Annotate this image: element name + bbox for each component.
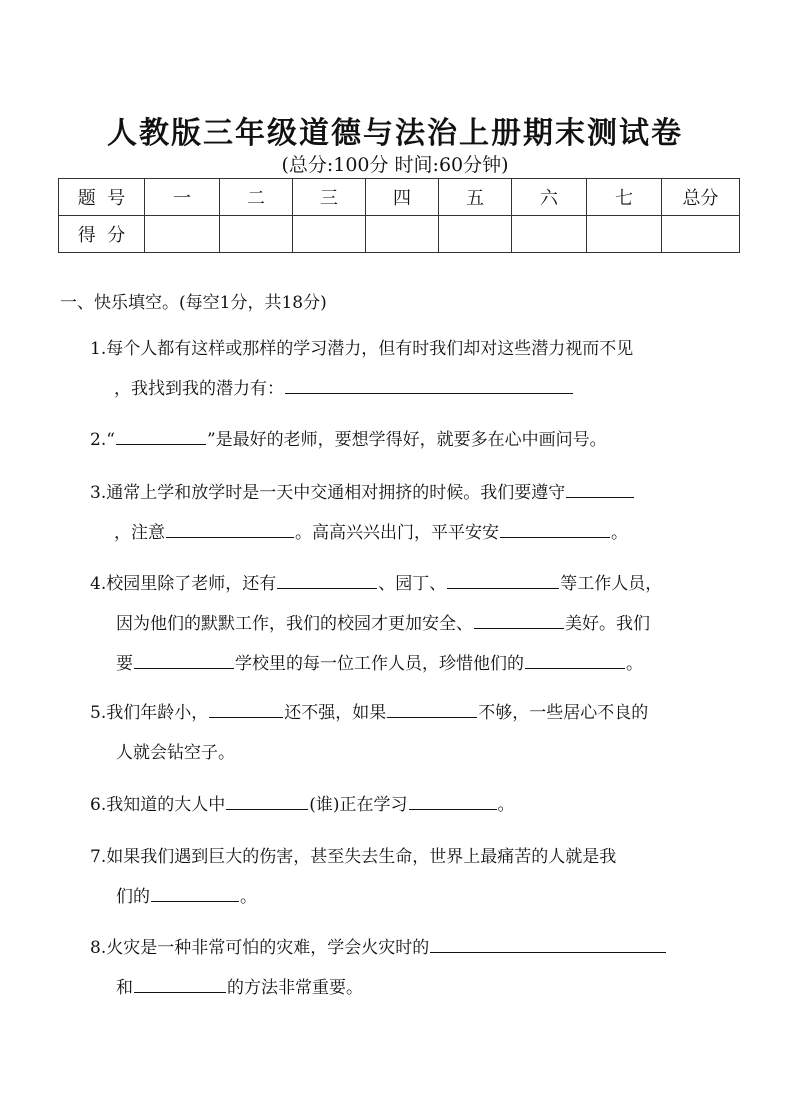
question-text: 我们年龄小， xyxy=(106,703,209,723)
question-3 xyxy=(90,473,740,553)
question-text: 的方法非常重要。 xyxy=(227,978,363,998)
question-text: 要 xyxy=(116,654,133,674)
score-table-header-row xyxy=(59,179,740,216)
question-text: 。 xyxy=(240,887,257,907)
score-table-header-cell: 一 xyxy=(145,179,220,216)
question-text: ”是最好的老师，要想学得好，就要多在心中画问号。 xyxy=(206,430,607,450)
score-cell[interactable] xyxy=(439,216,512,253)
question-text: 每个人都有这样或那样的学习潜力，但有时我们却对这些潜力视而不见 xyxy=(106,339,634,359)
page-subtitle: (总分:100分 时间:60分钟) xyxy=(281,154,509,176)
question-number: 8. xyxy=(90,938,107,958)
score-row-label: 得 分 xyxy=(59,216,145,253)
score-table-header-cell: 四 xyxy=(366,179,439,216)
question-4 xyxy=(90,564,740,684)
question-text: 和 xyxy=(116,978,133,998)
score-table-header-cell: 六 xyxy=(512,179,587,216)
score-table-header-cell: 五 xyxy=(439,179,512,216)
answer-blank[interactable] xyxy=(430,951,666,953)
question-text: 。 xyxy=(611,523,628,543)
answer-blank[interactable] xyxy=(277,587,377,589)
score-table-header-cell: 题 号 xyxy=(59,179,145,216)
answer-blank[interactable] xyxy=(116,443,206,445)
question-text: ，注意 xyxy=(114,523,165,543)
question-text: 人就会钻空子。 xyxy=(116,743,235,763)
score-cell[interactable] xyxy=(366,216,439,253)
answer-blank[interactable] xyxy=(387,716,477,718)
answer-blank[interactable] xyxy=(166,536,294,538)
question-text: ，我找到我的潜力有： xyxy=(114,379,284,399)
question-text: 火灾是一种非常可怕的灾难，学会火灾时的 xyxy=(106,938,430,958)
section-heading: 一、快乐填空。(每空1分，共18分) xyxy=(60,293,327,313)
answer-blank[interactable] xyxy=(525,667,625,669)
question-text: 。 xyxy=(626,654,643,674)
question-number: 4. xyxy=(90,574,107,594)
question-1 xyxy=(90,329,740,409)
question-text: 美好。我们 xyxy=(565,614,650,634)
question-text: 等工作人员， xyxy=(560,574,663,594)
question-text: “ xyxy=(106,430,115,450)
question-text: 。 xyxy=(497,795,515,815)
page-title: 人教版三年级道德与法治上册期末测试卷 xyxy=(107,116,683,151)
question-8 xyxy=(90,928,740,1008)
question-text: 通常上学和放学时是一天中交通相对拥挤的时候。我们要遵守 xyxy=(106,483,566,503)
question-6 xyxy=(90,785,740,825)
answer-blank[interactable] xyxy=(409,808,497,810)
question-text: (谁)正在学习 xyxy=(309,795,408,815)
question-7 xyxy=(90,837,740,917)
question-5 xyxy=(90,693,740,773)
question-text: 校园里除了老师，还有 xyxy=(106,574,277,594)
score-cell[interactable] xyxy=(587,216,662,253)
answer-blank[interactable] xyxy=(500,536,610,538)
question-number: 2. xyxy=(90,430,107,450)
question-text: 如果我们遇到巨大的伤害，甚至失去生命，世界上最痛苦的人就是我 xyxy=(106,847,617,867)
question-number: 3. xyxy=(90,483,107,503)
answer-blank[interactable] xyxy=(226,808,308,810)
answer-blank[interactable] xyxy=(151,900,239,902)
question-text: 我知道的大人中 xyxy=(106,795,226,815)
question-text: 不够，一些居心不良的 xyxy=(478,703,649,723)
score-table-header-cell: 三 xyxy=(293,179,366,216)
answer-blank[interactable] xyxy=(285,392,573,394)
score-table-score-row xyxy=(59,216,740,253)
question-number: 1. xyxy=(90,339,107,359)
score-table-header-cell: 七 xyxy=(587,179,662,216)
answer-blank[interactable] xyxy=(447,587,559,589)
score-cell[interactable] xyxy=(512,216,587,253)
question-number: 5. xyxy=(90,703,107,723)
answer-blank[interactable] xyxy=(474,627,564,629)
answer-blank[interactable] xyxy=(209,716,283,718)
question-number: 6. xyxy=(90,795,107,815)
answer-blank[interactable] xyxy=(134,667,234,669)
score-cell[interactable] xyxy=(293,216,366,253)
score-table-header-cell: 二 xyxy=(220,179,293,216)
score-cell[interactable] xyxy=(145,216,220,253)
score-cell[interactable] xyxy=(662,216,740,253)
question-number: 7. xyxy=(90,847,107,867)
score-cell[interactable] xyxy=(220,216,293,253)
answer-blank[interactable] xyxy=(134,991,226,993)
question-text: 们的 xyxy=(116,887,150,907)
question-2 xyxy=(90,420,740,460)
question-text: 、园丁、 xyxy=(378,574,447,594)
question-text: 因为他们的默默工作，我们的校园才更加安全、 xyxy=(116,614,473,634)
question-text: 学校里的每一位工作人员，珍惜他们的 xyxy=(235,654,524,674)
score-table-header-cell: 总分 xyxy=(662,179,740,216)
question-text: 还不强，如果 xyxy=(284,703,387,723)
question-text: 。高高兴兴出门，平平安安 xyxy=(295,523,499,543)
score-table xyxy=(58,178,740,253)
answer-blank[interactable] xyxy=(566,496,634,498)
